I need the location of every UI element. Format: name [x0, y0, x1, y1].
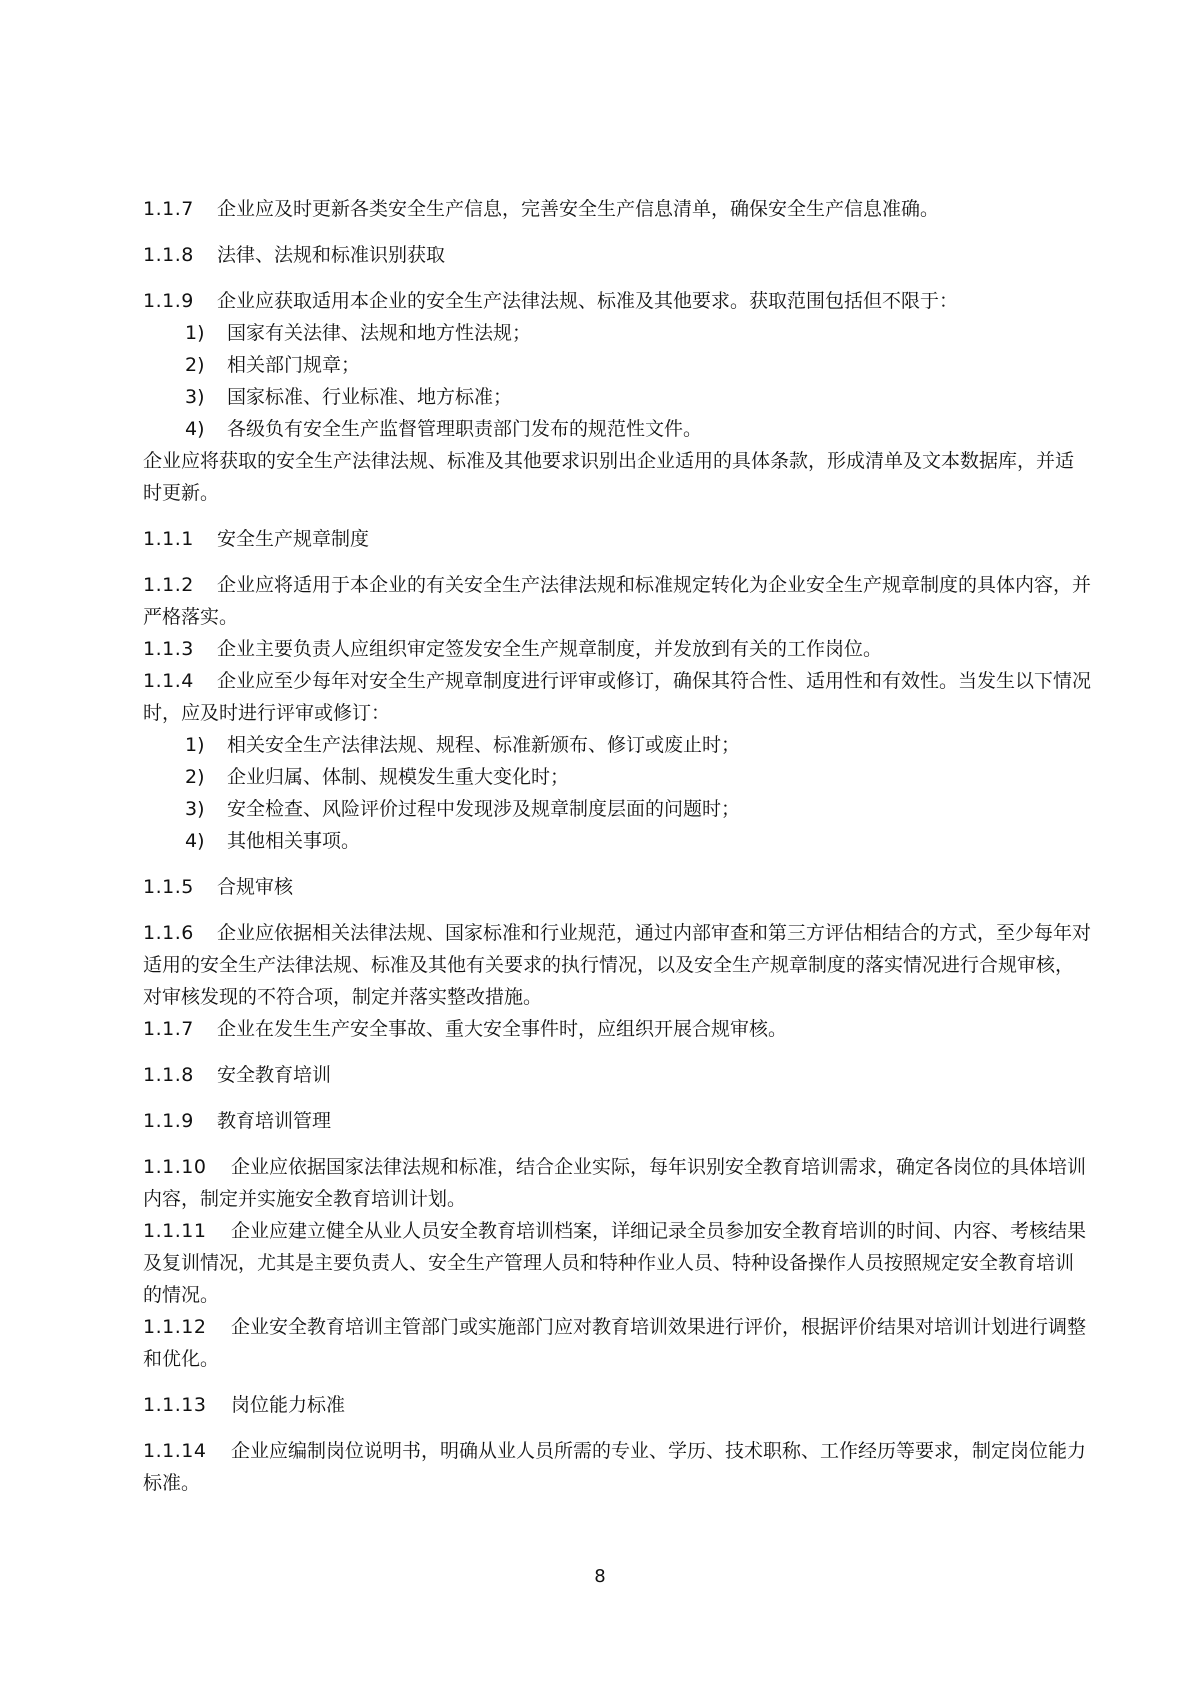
clause-text: 企业安全教育培训主管部门或实施部门应对教育培训效果进行评价，根据评价结果对培训计划进行调整和优化。: [143, 1316, 1087, 1370]
page-number: 8: [594, 1566, 606, 1587]
clause-1-1-12: [143, 1311, 1091, 1375]
list-item-number: 4): [185, 418, 205, 440]
paragraph-text: 企业应将获取的安全生产法律法规、标准及其他要求识别出企业适用的具体条款，形成清单及文本数据库，并适时更新。: [143, 450, 1075, 504]
clause-number: 1.1.11: [143, 1220, 207, 1242]
heading-1-1-1: [143, 523, 1091, 555]
heading-text: 合规审核: [217, 876, 294, 898]
clause-number: 1.1.14: [143, 1440, 207, 1462]
clause-1-1-7-b: [143, 1013, 1091, 1045]
list-item-text: 相关部门规章；: [227, 354, 361, 376]
clause-number: 1.1.13: [143, 1394, 207, 1416]
list-item-number: 2): [185, 766, 205, 788]
heading-1-1-8-a: [143, 239, 1091, 271]
clause-number: 1.1.7: [143, 198, 194, 220]
clause-number: 1.1.8: [143, 244, 194, 266]
list-item-number: 3): [185, 798, 205, 820]
clause-number: 1.1.12: [143, 1316, 207, 1338]
clause-number: 1.1.1: [143, 528, 194, 550]
clause-number: 1.1.7: [143, 1018, 194, 1040]
clause-number: 1.1.3: [143, 638, 194, 660]
clause-text: 企业应将适用于本企业的有关安全生产法律法规和标准规定转化为企业安全生产规章制度的具体内容，并严格落实。: [143, 574, 1092, 628]
list-item: [143, 729, 1091, 761]
list-item-number: 2): [185, 354, 205, 376]
heading-1-1-8-b: [143, 1059, 1091, 1091]
heading-1-1-9-b: [143, 1105, 1091, 1137]
list-item-number: 1): [185, 734, 205, 756]
page-content: [143, 193, 1091, 1499]
heading-text: 教育培训管理: [217, 1110, 332, 1132]
heading-1-1-5: [143, 871, 1091, 903]
clause-text: 企业主要负责人应组织审定签发安全生产规章制度，并发放到有关的工作岗位。: [217, 638, 883, 660]
list-item: [143, 381, 1091, 413]
heading-text: 安全教育培训: [217, 1064, 332, 1086]
heading-1-1-13: [143, 1389, 1091, 1421]
list-item: [143, 349, 1091, 381]
clause-text: 企业应获取适用本企业的安全生产法律法规、标准及其他要求。获取范围包括但不限于：: [217, 290, 959, 312]
clause-1-1-7-a: [143, 193, 1091, 225]
clause-number: 1.1.8: [143, 1064, 194, 1086]
clause-number: 1.1.9: [143, 290, 194, 312]
clause-1-1-2: [143, 569, 1091, 633]
list-item: [143, 825, 1091, 857]
heading-text: 法律、法规和标准识别获取: [217, 244, 446, 266]
list-item-text: 安全检查、风险评价过程中发现涉及规章制度层面的问题时；: [227, 798, 741, 820]
clause-text: 企业应依据国家法律法规和标准，结合企业实际，每年识别安全教育培训需求，确定各岗位的具体培训内容，制定并实施安全教育培训计划。: [143, 1156, 1087, 1210]
clause-text: 企业应及时更新各类安全生产信息，完善安全生产信息清单，确保安全生产信息准确。: [217, 198, 940, 220]
clause-text: 企业应编制岗位说明书，明确从业人员所需的专业、学历、技术职称、工作经历等要求，制定岗位能力标准。: [143, 1440, 1087, 1494]
list-item-number: 4): [185, 830, 205, 852]
clause-1-1-3: [143, 633, 1091, 665]
clause-text: 企业应依据相关法律法规、国家标准和行业规范，通过内部审查和第三方评估相结合的方式，至少每年对适用的安全生产法律法规、标准及其他有关要求的执行情况，以及安全生产规章制度的落实情况进行合规审核，对审核发现的不符合项，制定并落实整改措施。: [143, 922, 1092, 1008]
clause-1-1-4: [143, 665, 1091, 729]
list-item-text: 其他相关事项。: [227, 830, 361, 852]
clause-number: 1.1.4: [143, 670, 194, 692]
list-item: [143, 317, 1091, 349]
list-item: [143, 761, 1091, 793]
list-item-number: 1): [185, 322, 205, 344]
clause-text: 企业应至少每年对安全生产规章制度进行评审或修订，确保其符合性、适用性和有效性。当发生以下情况时，应及时进行评审或修订：: [143, 670, 1092, 724]
list-item-text: 各级负有安全生产监督管理职责部门发布的规范性文件。: [227, 418, 703, 440]
clause-1-1-11: [143, 1215, 1091, 1311]
list-item-text: 相关安全生产法律法规、规程、标准新颁布、修订或废止时；: [227, 734, 741, 756]
list-item-text: 国家标准、行业标准、地方标准；: [227, 386, 513, 408]
clause-number: 1.1.10: [143, 1156, 207, 1178]
clause-number: 1.1.6: [143, 922, 194, 944]
clause-1-1-6: [143, 917, 1091, 1013]
clause-text: 企业应建立健全从业人员安全教育培训档案，详细记录全员参加安全教育培训的时间、内容、考核结果及复训情况，尤其是主要负责人、安全生产管理人员和特种作业人员、特种设备操作人员按照规定安全教育培训的情况。: [143, 1220, 1087, 1306]
clause-number: 1.1.2: [143, 574, 194, 596]
clause-number: 1.1.9: [143, 1110, 194, 1132]
clause-1-1-10: [143, 1151, 1091, 1215]
heading-text: 安全生产规章制度: [217, 528, 370, 550]
list-item: [143, 413, 1091, 445]
clause-1-1-9-a: [143, 285, 1091, 317]
clause-text: 企业在发生生产安全事故、重大安全事件时，应组织开展合规审核。: [217, 1018, 788, 1040]
clause-number: 1.1.5: [143, 876, 194, 898]
heading-text: 岗位能力标准: [231, 1394, 346, 1416]
clause-1-1-14: [143, 1435, 1091, 1499]
list-item-text: 企业归属、体制、规模发生重大变化时；: [227, 766, 570, 788]
list-item-text: 国家有关法律、法规和地方性法规；: [227, 322, 532, 344]
list-item: [143, 793, 1091, 825]
list-item-number: 3): [185, 386, 205, 408]
